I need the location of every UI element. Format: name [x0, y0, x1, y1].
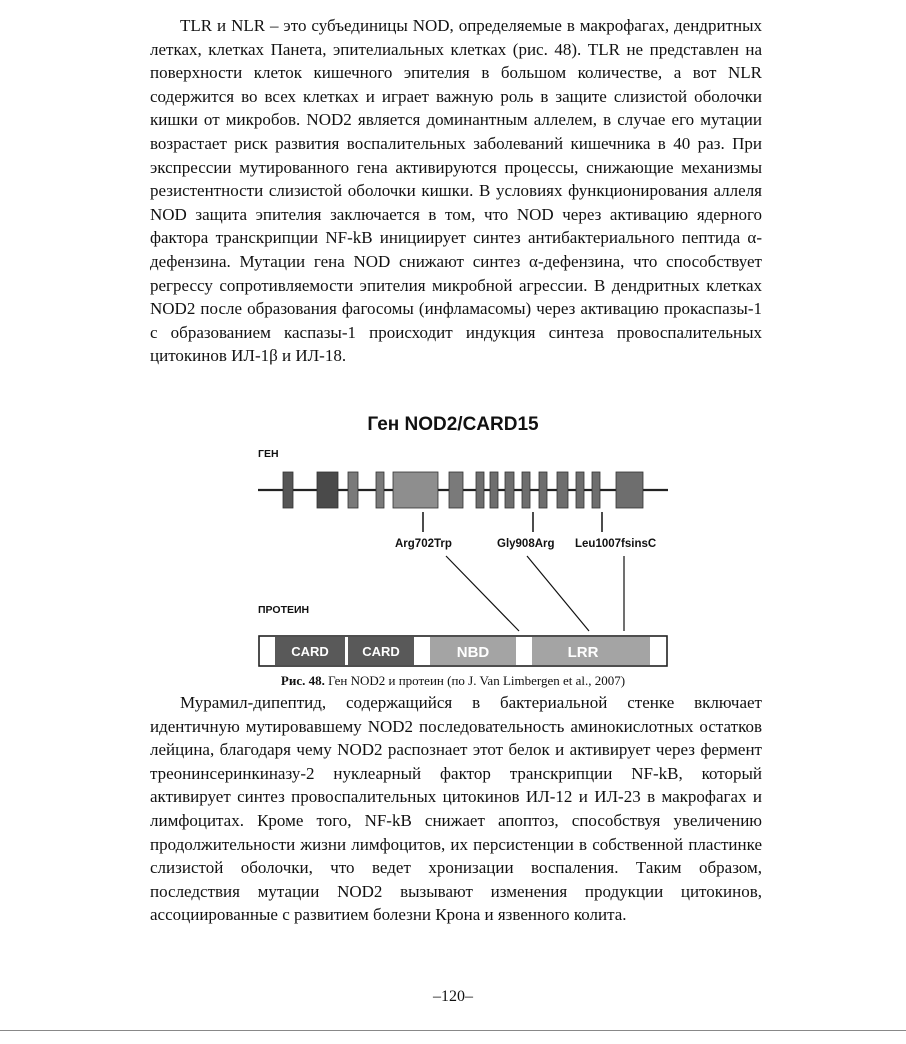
- exon: [393, 472, 438, 508]
- page-number: –120–: [433, 988, 473, 1005]
- paragraph-2-text: Мурамил-дипептид, содержащийся в бактериальной стенке включает идентичную мутировавшему NOD2 последовательность аминокислотных остатков лейцина, благодаря чему NOD2 распознает этот белок и активирует через фермент треонинсеринкиназу-2 нуклеарный фактор транскрипции NF-kB, который активирует синтез провоспалительных цитокинов ИЛ-12 и ИЛ-23 в макрофагах и лимфоцитах. Кроме того, NF-kB снижает апоптоз, способствуя увеличению продолжительности жизни лимфоцитов, их персистенции в собственной пластинке слизистой оболочки, что ведет хронизации воспаления. Таким образом, последствия мутации NOD2 вызывают изменения продукции цитокинов, ассоциированные с развитием болезни Крона и язвенного колита.: [150, 693, 762, 925]
- exon: [522, 472, 530, 508]
- bottom-rule: [0, 1030, 906, 1031]
- exon: [505, 472, 514, 508]
- exon: [317, 472, 338, 508]
- exon: [490, 472, 498, 508]
- figure-caption: [0, 673, 906, 689]
- exon: [449, 472, 463, 508]
- caption-prefix: Рис. 48.: [280, 673, 325, 688]
- exon: [476, 472, 484, 508]
- caption-text: Ген NOD2 и протеин (по J. Van Limbergen et al., 2007): [328, 673, 626, 688]
- exon: [557, 472, 568, 508]
- lrr-label: LRR: [567, 644, 599, 661]
- exon: [539, 472, 547, 508]
- exon: [348, 472, 358, 508]
- mutation-connector: [446, 556, 519, 631]
- exon: [576, 472, 584, 508]
- protein-label: ПРОТЕИН: [258, 604, 310, 616]
- exon: [283, 472, 293, 508]
- exon: [376, 472, 384, 508]
- mutation-label: Leu1007fsinsC: [575, 538, 657, 550]
- mutation-label: Gly908Arg: [497, 538, 555, 550]
- mutation-label: Arg702Trp: [395, 538, 452, 550]
- card-label-1: CARD: [291, 644, 329, 659]
- nbd-label: NBD: [456, 644, 490, 661]
- mutation-connector: [527, 556, 589, 631]
- card-label-2: CARD: [362, 644, 400, 659]
- gene-label: ГЕН: [258, 448, 279, 460]
- paragraph-2: [150, 691, 762, 927]
- exon: [592, 472, 600, 508]
- exon: [616, 472, 643, 508]
- paragraph-1-text: TLR и NLR – это субъединицы NOD, определяемые в макрофагах, дендритных летках, клетках Панета, эпителиальных клетках (рис. 48). TLR не представлен на поверхности клеток кишечного эпителия в большом количестве, а вот NLR содержится во всех клетках и играет важную роль в защите слизистой оболочки кишки от микробов. NOD2 является доминантным аллелем, в случае его мутации возрастает риск развития воспалительных заболеваний кишечника в 40 раз. При экспрессии мутированного гена активируются процессы, снижающие механизмы резистентности слизистой оболочки кишки. В условиях функционирования аллеля NOD защита эпителия заключается в том, что NOD через активацию ядерного фактора транскрипции NF-kB инициирует синтез антибактериального пептида α-дефензина. Мутации гена NOD снижают синтез α-дефензина, что способствует регрессу сопротивляемости эпителия микробной агрессии. В дендритных клетках NOD2 после образования фагосомы (инфламасомы) через активацию прокаспазы-1 с образованием каспазы-1 происходит индукция синтеза провоспалительных цитокинов ИЛ-1β и ИЛ-18.: [150, 16, 762, 366]
- figure-title: Ген NOD2/CARD15: [367, 414, 539, 435]
